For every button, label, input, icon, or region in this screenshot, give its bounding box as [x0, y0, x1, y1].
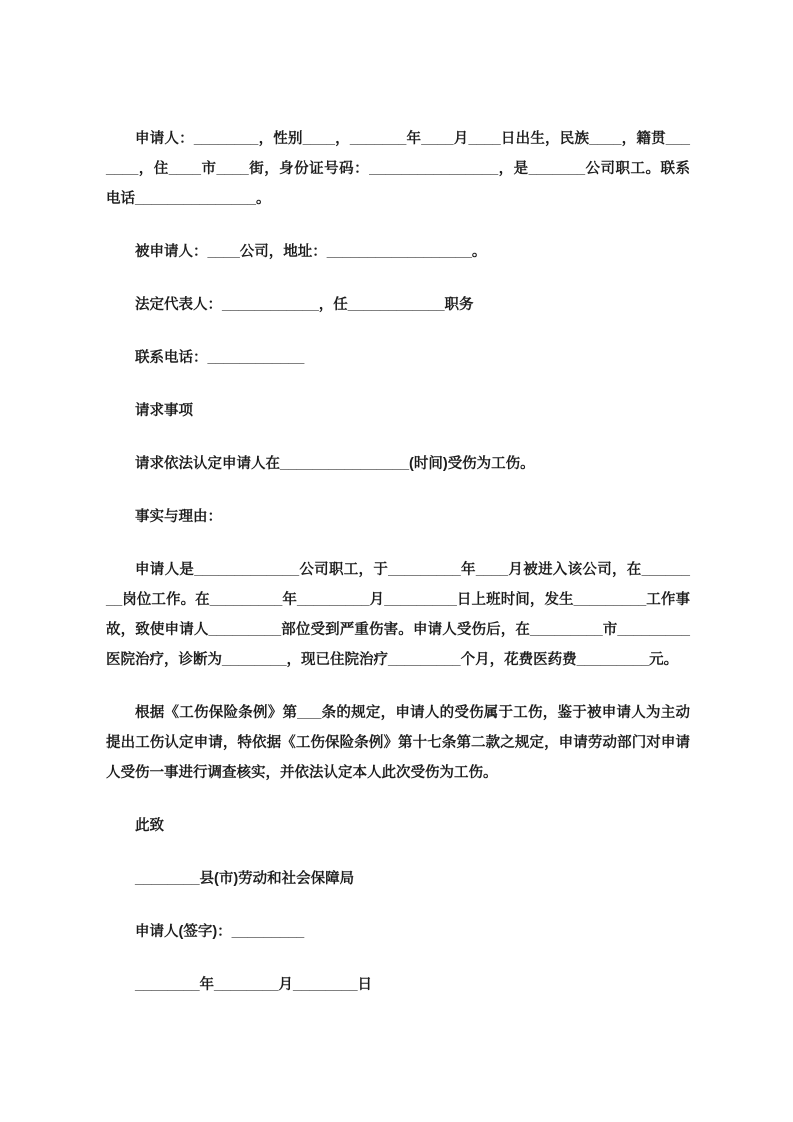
applicant-info-paragraph: 申请人：________，性别____，_______年____月____日出生，民族____，籍贯_______，住____市____街，身份证号码：________________，是_______公司职工。联系电话_______________。 [106, 131, 690, 207]
date-paragraph: ________年________月________日 [135, 977, 373, 993]
request-items-heading: 请求事项 [135, 403, 193, 419]
salutation-paragraph: 此致 [135, 818, 164, 834]
applicant-signature-paragraph: 申请人(签字)：_________ [135, 924, 305, 940]
facts-reasons-heading: 事实与理由： [135, 509, 222, 525]
request-item-paragraph: 请求依法认定申请人在________________(时间)受伤为工伤。 [135, 456, 535, 472]
legal-representative-paragraph: 法定代表人：____________，任____________职务 [135, 297, 474, 313]
legal-basis-paragraph: 根据《工伤保险条例》第___条的规定，申请人的受伤属于工伤，鉴于被申请人为主动提出工伤认定申请，特依据《工伤保险条例》第十七条第二款之规定，申请劳动部门对申请人受伤一事进行调查核实，并依法认定本人此次受伤为工伤。 [106, 705, 690, 781]
recipient-authority-paragraph: ________县(市)劳动和社会保障局 [135, 871, 355, 887]
respondent-paragraph: 被申请人：____公司，地址：__________________。 [135, 244, 487, 260]
facts-paragraph: 申请人是_____________公司职工，于_________年____月被进入该公司，在________岗位工作。在_________年_________月_________日上班时间，发生_________工作事故，致使申请人_________部位受到严重伤害。申请人受伤后，在_________市_________医院治疗，诊断为________，现已住院治疗_________个月，花费医药费_________元。 [106, 562, 690, 668]
contact-phone-paragraph: 联系电话：____________ [135, 350, 305, 366]
